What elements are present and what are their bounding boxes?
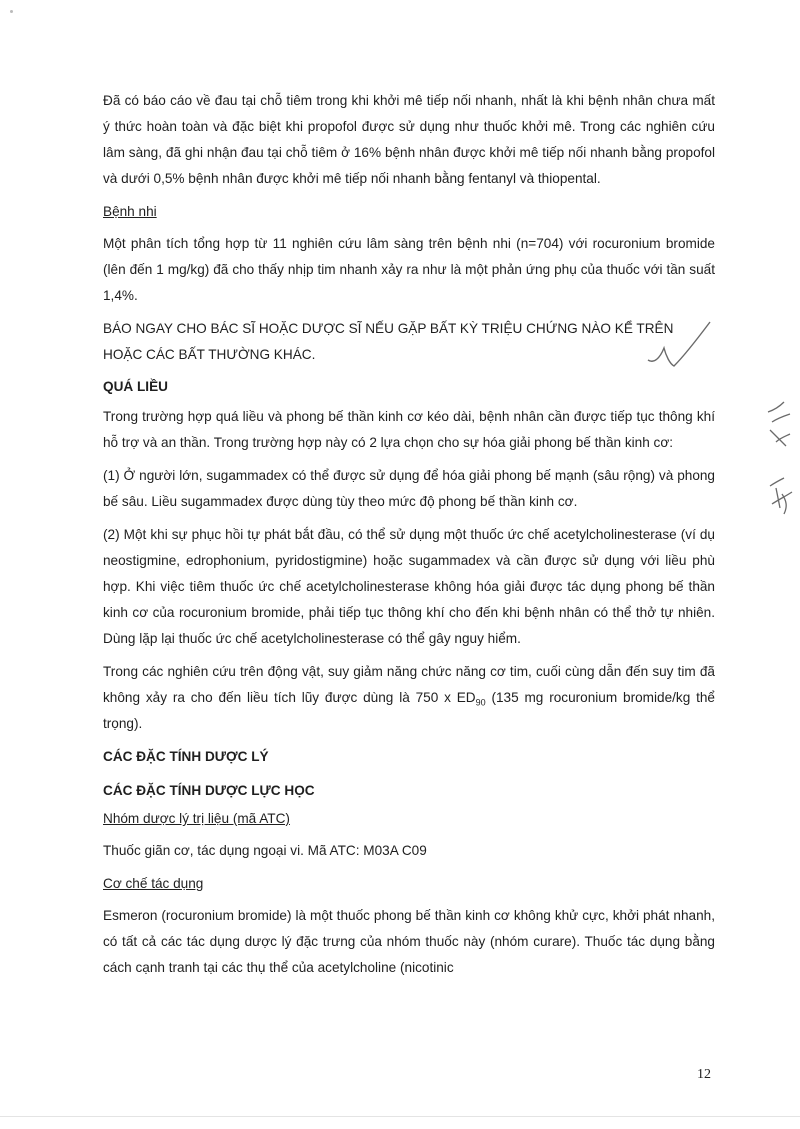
paragraph-injection-pain: Đã có báo cáo về đau tại chỗ tiêm trong khi khởi mê tiếp nối nhanh, nhất là khi bệnh nhân chưa mất ý thức hoàn toàn và đặc biệt khi propofol được sử dụng như thuốc khởi mê. Trong các nghiên cứu lâm sàng, đã ghi nhận đau tại chỗ tiêm ở 16% bệnh nhân được khởi mê tiếp nối nhanh bằng propofol và dưới 0,5% bệnh nhân được khởi mê tiếp nối nhanh bằng fentanyl và thiopental.	[103, 93, 715, 186]
section-heading-pharmacological: CÁC ĐẶC TÍNH DƯỢC LÝ	[103, 749, 269, 764]
paragraph-mechanism: Esmeron (rocuronium bromide) là một thuốc phong bế thần kinh cơ không khử cực, khởi phát nhanh, có tất cả các tác dụng dược lý đặc trưng của nhóm thuốc này (nhóm curare). Thuốc tác dụng bằng cách cạnh tranh tại các thụ thể của acetylcholine (nicotinic	[103, 908, 715, 975]
paragraph-pediatric: Một phân tích tổng hợp từ 11 nghiên cứu lâm sàng trên bệnh nhi (n=704) với rocuronium bromide (lên đến 1 mg/kg) đã cho thấy nhịp tim nhanh xảy ra như là một phản ứng phụ của thuốc với tần suất 1,4%.	[103, 236, 715, 303]
section-heading-pediatric: Bệnh nhi	[103, 204, 157, 219]
paragraph-animal-studies	[103, 659, 715, 737]
section-heading-atc: Nhóm dược lý trị liệu (mã ATC)	[103, 811, 290, 826]
paragraph-overdose-intro: Trong trường hợp quá liều và phong bế thần kinh cơ kéo dài, bệnh nhân cần được tiếp tục thông khí hỗ trợ và an thần. Trong trường hợp này có 2 lựa chọn cho sự hóa giải phong bế thần kinh cơ:	[103, 409, 715, 450]
paragraph-atc: Thuốc giãn cơ, tác dụng ngoại vi. Mã ATC: M03A C09	[103, 843, 427, 858]
handwritten-check-icon	[640, 318, 715, 378]
animal-studies-text-end: (135 mg rocuronium bromide/kg thể trọng).	[103, 690, 715, 731]
handwritten-initials-icon	[762, 400, 796, 530]
ed-subscript: 90	[475, 697, 486, 708]
animal-studies-text: Trong các nghiên cứu trên động vật, suy giảm năng chức năng cơ tim, cuối cùng dẫn đến suy tim đã không xảy ra cho đến liều tích lũy được dùng là 750 x ED	[103, 664, 715, 705]
paragraph-option-1: (1) Ở người lớn, sugammadex có thể được sử dụng để hóa giải phong bế mạnh (sâu rộng) và phong bế sâu. Liều sugammadex được dùng tùy theo mức độ phong bế thần kinh cơ.	[103, 468, 715, 509]
section-heading-pharmacodynamics: CÁC ĐẶC TÍNH DƯỢC LỰC HỌC	[103, 783, 315, 798]
report-notice: BÁO NGAY CHO BÁC SĨ HOẶC DƯỢC SĨ NẾU GẶP BẤT KỲ TRIỆU CHỨNG NÀO KỂ TRÊN HOẶC CÁC BẤT THƯỜNG KHÁC.	[103, 321, 674, 362]
page-edge-line	[0, 1116, 800, 1117]
page-number: 12	[697, 1067, 711, 1082]
document-body	[103, 88, 715, 988]
section-heading-overdose: QUÁ LIỀU	[103, 379, 168, 394]
scan-speck	[10, 10, 13, 13]
section-heading-mechanism: Cơ chế tác dụng	[103, 876, 204, 891]
paragraph-option-2: (2) Một khi sự phục hồi tự phát bắt đầu, có thể sử dụng một thuốc ức chế acetylcholinesterase (ví dụ neostigmine, edrophonium, pyridostigmine) hoặc sugammadex và cần được sử dụng với liều phù hợp. Khi việc tiêm thuốc ức chế acetylcholinesterase không hóa giải được tác dụng phong bế thần kinh cơ của rocuronium bromide, phải tiếp tục thông khí cho đến khi bệnh nhân có thể thở tự nhiên. Dùng lặp lại thuốc ức chế acetylcholinesterase có thể gây nguy hiểm.	[103, 527, 715, 646]
